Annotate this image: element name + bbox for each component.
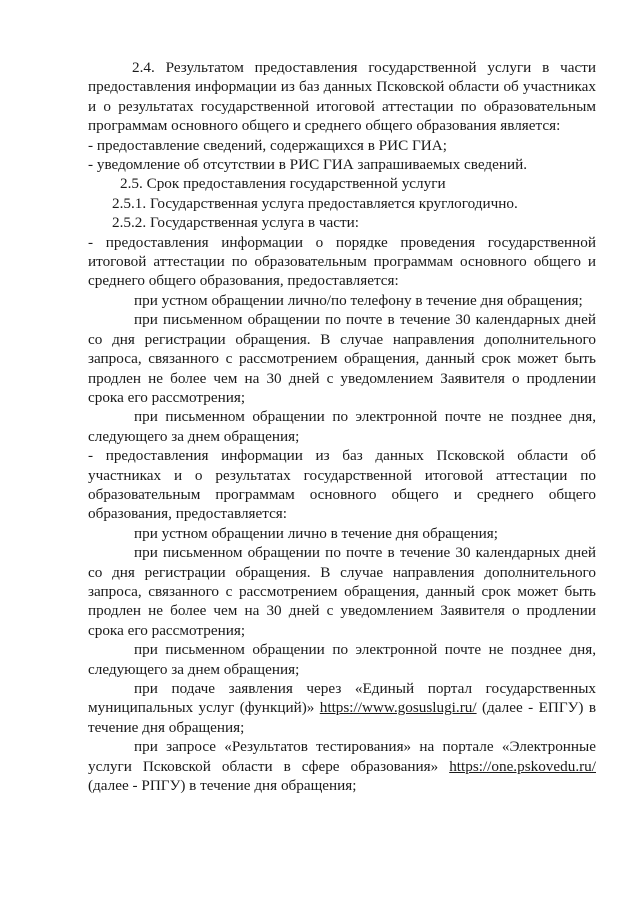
paragraph-email-2: при письменном обращении по электронной почте не позднее дня, следующего за днем обращения;	[88, 641, 596, 678]
epgu-text-post: (далее - ЕПГУ) в течение дня обращения;	[88, 699, 596, 736]
paragraph-2-5-1: 2.5.1. Государственная услуга предоставляется круглогодично.	[112, 194, 518, 212]
paragraph-written-mail-2: при письменном обращении по почте в течение 30 календарных дней со дня регистрации обращения. В случае направления дополнительного запроса, связанного с рассмотрением обращения, данный срок может быть продлен не более чем на 30 дней с уведомлением Заявителя о продлении срока его рассмотрения;	[88, 544, 596, 639]
gosuslugi-link[interactable]: https://www.gosuslugi.ru/	[319, 699, 477, 717]
paragraph-procedure-info: - предоставления информации о порядке проведения государственной итоговой аттестации по образовательным программам основного общего и среднего общего образования, предоставляется:	[88, 233, 596, 290]
paragraph-2-4: 2.4. Результатом предоставления государственной услуги в части предоставления информации из баз данных Псковской области об участниках и о результатах государственной итоговой аттестации по образовательным программам основного общего и среднего общего образования является:	[88, 59, 596, 135]
paragraph-written-mail: при письменном обращении по почте в течение 30 календарных дней со дня регистрации обращения. В случае направления дополнительного запроса, связанного с рассмотрением обращения, данный срок может быть продлен не более чем на 30 дней с уведомлением Заявителя о продлении срока его рассмотрения;	[88, 311, 596, 406]
list-item-ris-gia-absent: - уведомление об отсутствии в РИС ГИА запрашиваемых сведений.	[88, 156, 528, 174]
paragraph-database-info: - предоставления информации из баз данных Псковской области об участниках и о результатах государственной итоговой аттестации по образовательным программам основного общего и среднего общего образования, предоставляется:	[88, 447, 596, 523]
pskovedu-link[interactable]: https://one.pskovedu.ru/	[449, 757, 596, 775]
paragraph-2-5-2: 2.5.2. Государственная услуга в части:	[112, 214, 359, 232]
heading-2-5: 2.5. Срок предоставления государственной услуги	[120, 175, 446, 193]
paragraph-rpgu	[88, 737, 596, 795]
paragraph-oral-phone: при устном обращении лично/по телефону в течение дня обращения;	[134, 291, 583, 309]
paragraph-email: при письменном обращении по электронной почте не позднее дня, следующего за днем обращения;	[88, 408, 596, 445]
document-page	[88, 58, 596, 795]
rpgu-text-post: (далее - РПГУ) в течение дня обращения;	[88, 777, 357, 795]
epgu-text-pre: при подаче заявления через «Единый портал государственных муниципальных услуг (функций)»	[88, 680, 596, 717]
list-item-ris-gia-info: - предоставление сведений, содержащихся в РИС ГИА;	[88, 136, 447, 154]
paragraph-epgu	[88, 679, 596, 737]
rpgu-text-pre: при запросе «Результатов тестирования» на портале «Электронные услуги Псковской области в сфере образования»	[88, 738, 596, 775]
paragraph-oral-in-person: при устном обращении лично в течение дня обращения;	[134, 524, 498, 542]
